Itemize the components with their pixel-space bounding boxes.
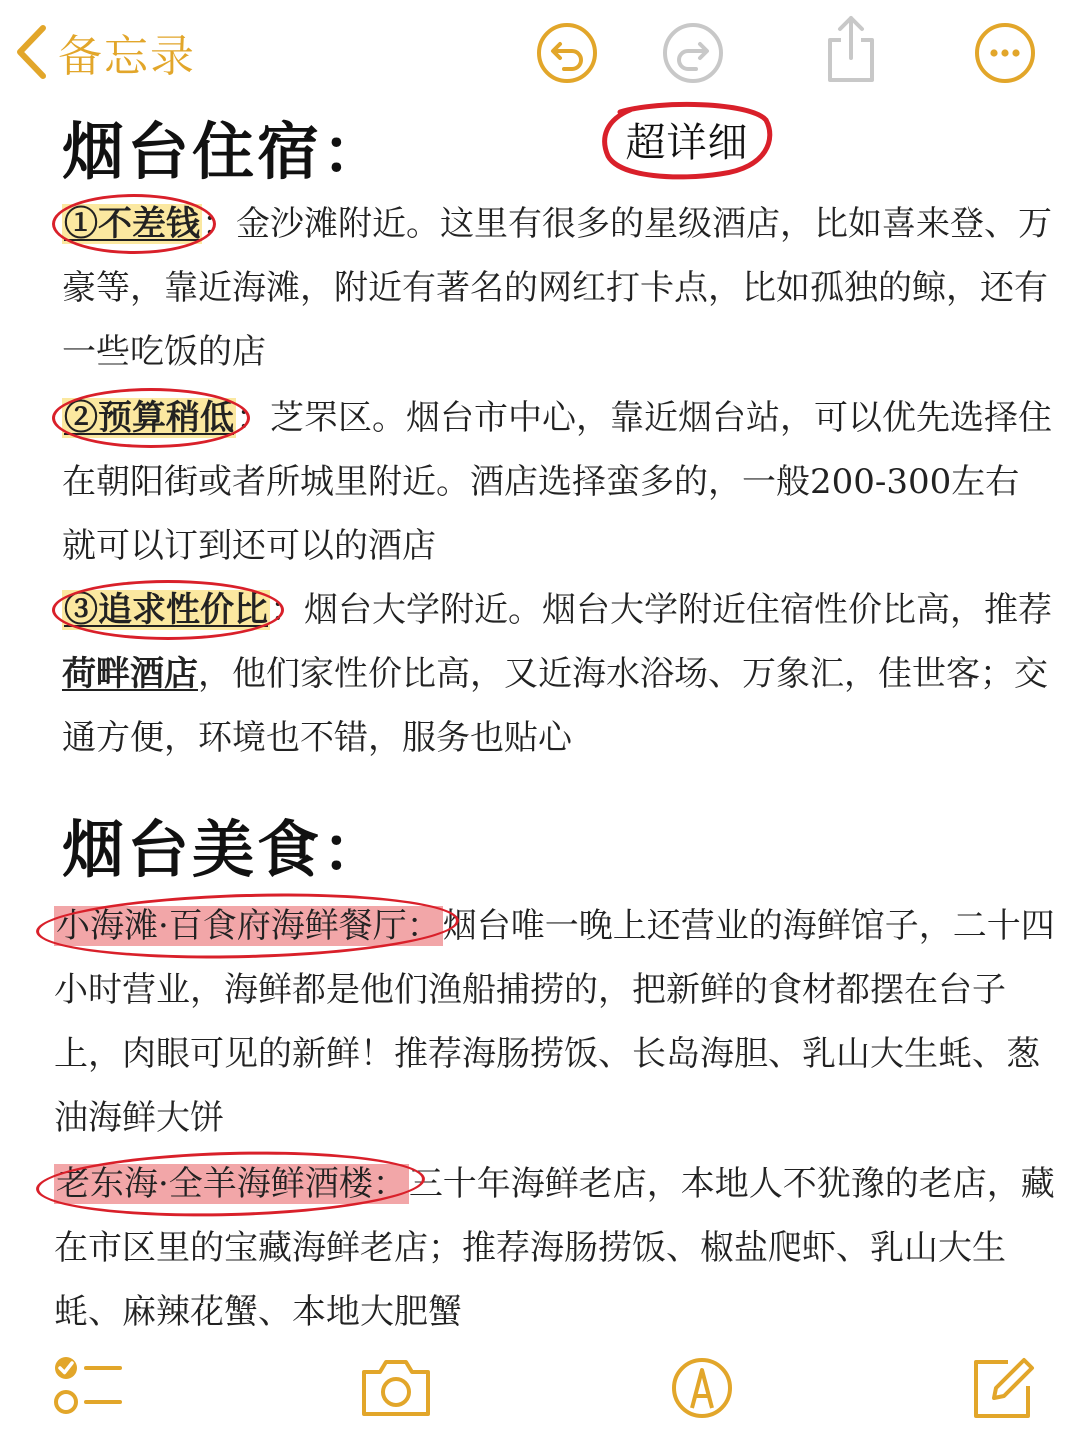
tier-label-text: ①不差钱 — [64, 204, 200, 244]
restaurant-name — [54, 1152, 409, 1216]
back-label: 备忘录 — [58, 31, 196, 82]
tier-label — [62, 578, 270, 642]
stamp-text: 超详细 — [625, 119, 749, 166]
item-text: 金沙滩附近。这里有很多的星级酒店，比如喜来登、万豪等，靠近海滩，附近有著名的网红打卡点，比如孤独的鲸，还有一些吃饭的店 — [62, 204, 1052, 372]
back-button[interactable] — [14, 22, 196, 82]
item-text: 烟台唯一晚上还营业的海鲜馆子，二十四小时营业，海鲜都是他们渔船捕捞的，把新鲜的食材都摆在台子上，肉眼可见的新鲜！推荐海肠捞饭、长岛海胆、乳山大生蚝、葱油海鲜大饼 — [54, 906, 1055, 1138]
restaurant-name — [54, 894, 443, 958]
lodging-item-3 — [62, 578, 1052, 770]
hotel-name: 荷畔酒店 — [62, 654, 198, 694]
lodging-title: 烟台住宿： — [62, 115, 388, 188]
tier-label — [62, 386, 236, 450]
tier-label — [62, 192, 202, 256]
markup-icon[interactable] — [664, 1350, 744, 1426]
redo-icon[interactable] — [662, 22, 724, 84]
restaurant-name-text: 老东海·全羊海鲜酒楼： — [56, 1164, 407, 1204]
food-title: 烟台美食： — [62, 813, 388, 886]
checklist-icon[interactable] — [50, 1350, 130, 1426]
tier-label-text: ③追求性价比 — [64, 590, 268, 630]
more-icon[interactable] — [974, 22, 1036, 84]
detail-stamp — [600, 98, 774, 180]
undo-icon[interactable] — [536, 22, 598, 84]
item-text-after: ，他们家性价比高，又近海水浴场、万象汇，佳世客；交通方便，环境也不错，服务也贴心 — [62, 654, 1048, 758]
item-text: 烟台大学附近。烟台大学附近住宿性价比高，推荐 — [304, 590, 1052, 630]
food-item-2 — [54, 1152, 1072, 1344]
lodging-item-2 — [62, 386, 1052, 578]
tier-label-text: ②预算稍低 — [64, 398, 234, 438]
compose-icon[interactable] — [966, 1350, 1046, 1426]
top-toolbar — [0, 0, 1080, 100]
item-text: 三十年海鲜老店，本地人不犹豫的老店，藏在市区里的宝藏海鲜老店；推荐海肠捞饭、椒盐爬虾、乳山大生蚝、麻辣花蟹、本地大肥蟹 — [54, 1164, 1055, 1332]
restaurant-name-text: 小海滩·百食府海鲜餐厅： — [56, 906, 441, 946]
camera-icon[interactable] — [356, 1350, 436, 1426]
chevron-left-icon — [14, 24, 48, 80]
separator: ： — [236, 398, 270, 438]
share-icon[interactable] — [820, 14, 882, 76]
separator: ： — [270, 590, 304, 630]
item-text: 芝罘区。烟台市中心，靠近烟台站，可以优先选择住在朝阳街或者所城里附近。酒店选择蛮多的，一般200-300左右就可以订到还可以的酒店 — [62, 398, 1052, 566]
bottom-toolbar — [0, 1340, 1080, 1443]
food-item-1 — [54, 894, 1072, 1150]
lodging-item-1 — [62, 192, 1052, 384]
separator: ： — [202, 204, 236, 244]
